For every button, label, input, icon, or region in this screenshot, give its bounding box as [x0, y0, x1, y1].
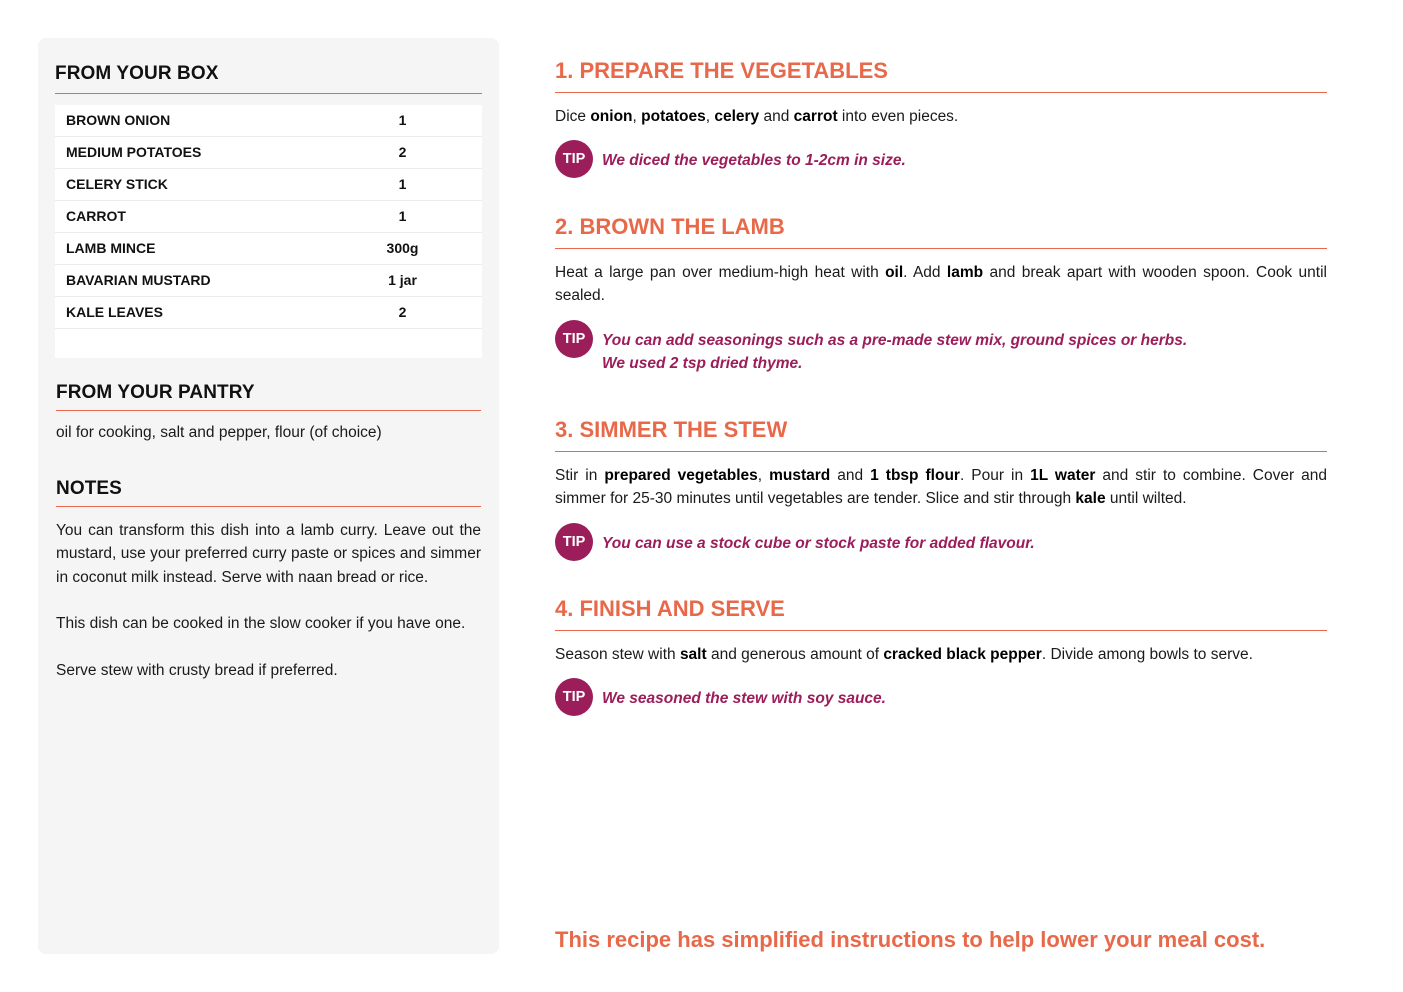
tip-line: We diced the vegetables to 1-2cm in size.	[602, 152, 906, 170]
tip-badge: TIP	[555, 678, 593, 716]
tip-badge: TIP	[555, 523, 593, 561]
box-ingredients-table	[55, 105, 482, 358]
step-rule	[555, 451, 1327, 452]
notes-paragraph: Serve stew with crusty bread if preferred.	[56, 661, 338, 679]
ingredient-name: CARROT	[66, 208, 126, 224]
step-instructions: Stir in prepared vegetables, mustard and 1 tbsp flour. Pour in 1L water and stir to combine. Cover and simmer for 25-30 minutes until vegetables are tender. Slice and stir through kale until wilted.	[555, 467, 1327, 508]
step-title: 1. PREPARE THE VEGETABLES	[555, 58, 888, 83]
notes-paragraph: This dish can be cooked in the slow cooker if you have one.	[56, 615, 466, 633]
ingredient-quantity: 1 jar	[388, 272, 417, 288]
bold-ingredient: prepared vegetables	[604, 467, 758, 484]
table-row	[55, 233, 482, 265]
ingredient-name: KALE LEAVES	[66, 304, 163, 320]
tip	[555, 678, 1327, 718]
table-row	[55, 105, 482, 137]
ingredient-name: BAVARIAN MUSTARD	[66, 272, 211, 288]
bold-ingredient: kale	[1075, 490, 1106, 508]
tip-text	[602, 329, 1187, 376]
bold-ingredient: 1L water	[1030, 467, 1096, 484]
step-1	[555, 58, 1327, 180]
table-row	[55, 297, 482, 329]
step-rule	[555, 630, 1327, 631]
step-title: 2. BROWN THE LAMB	[555, 214, 785, 239]
from-your-pantry-rule	[56, 410, 481, 411]
step-instructions: Heat a large pan over medium-high heat with oil. Add lamb and break apart with wooden spoon. Cook until sealed.	[555, 264, 1327, 305]
tip-line: You can use a stock cube or stock paste for added flavour.	[602, 534, 1035, 552]
ingredient-quantity: 1	[398, 112, 407, 128]
bold-ingredient: carrot	[793, 108, 838, 125]
step-instructions: Season stew with salt and generous amount of cracked black pepper. Divide among bowls to serve.	[555, 646, 1253, 663]
ingredient-quantity: 1	[398, 208, 407, 224]
bold-ingredient: mustard	[769, 467, 831, 484]
step-title: 4. FINISH AND SERVE	[555, 596, 785, 621]
step-rule	[555, 92, 1327, 93]
ingredient-quantity: 2	[398, 144, 407, 160]
bold-ingredient: 1 tbsp flour	[870, 467, 960, 484]
table-row	[55, 137, 482, 169]
tip-text	[602, 532, 1035, 555]
bold-ingredient: celery	[714, 108, 760, 125]
tip	[555, 320, 1327, 372]
bold-ingredient: oil	[885, 264, 904, 281]
step-2	[555, 214, 1327, 372]
step-instructions: Dice onion, potatoes, celery and carrot into even pieces.	[555, 108, 959, 125]
ingredient-name: MEDIUM POTATOES	[66, 144, 202, 160]
footer-note: This recipe has simplified instructions to help lower your meal cost.	[555, 927, 1266, 952]
step-4	[555, 596, 1327, 718]
pantry-items-text: oil for cooking, salt and pepper, flour (of choice)	[56, 424, 382, 441]
from-your-box-rule	[55, 93, 482, 94]
tip-badge: TIP	[555, 140, 593, 178]
tip-text	[602, 149, 906, 172]
bold-ingredient: onion	[590, 108, 633, 125]
ingredient-quantity: 300g	[386, 240, 419, 256]
ingredient-name: BROWN ONION	[66, 112, 171, 128]
ingredient-name: CELERY STICK	[66, 176, 168, 192]
tip-line: You can add seasonings such as a pre-made stew mix, ground spices or herbs.	[602, 331, 1188, 349]
table-row	[55, 169, 482, 201]
table-row	[55, 201, 482, 233]
bold-ingredient: cracked black pepper	[883, 646, 1042, 663]
table-row	[55, 265, 482, 297]
tip-text	[602, 687, 886, 710]
notes-body	[56, 519, 481, 705]
tip-line: We seasoned the stew with soy sauce.	[602, 690, 886, 708]
tip-badge: TIP	[555, 320, 593, 358]
step-3	[555, 417, 1327, 563]
step-rule	[555, 248, 1327, 249]
tip	[555, 523, 1327, 563]
ingredient-name: LAMB MINCE	[66, 240, 156, 256]
bold-ingredient: lamb	[946, 264, 984, 281]
tip-line: We used 2 tsp dried thyme.	[602, 354, 803, 372]
notes-paragraph: You can transform this dish into a lamb curry. Leave out the mustard, use your preferred curry paste or spices and simmer in coconut milk instead. Serve with naan bread or rice.	[56, 522, 481, 586]
from-your-box-title: FROM YOUR BOX	[55, 63, 219, 84]
tip	[555, 140, 1327, 180]
bold-ingredient: potatoes	[641, 108, 706, 125]
from-your-pantry-title: FROM YOUR PANTRY	[56, 382, 255, 403]
ingredients-panel	[38, 38, 499, 954]
ingredient-quantity: 2	[398, 304, 407, 320]
notes-title: NOTES	[56, 478, 122, 499]
bold-ingredient: salt	[679, 646, 707, 663]
step-title: 3. SIMMER THE STEW	[555, 417, 788, 442]
ingredient-quantity: 1	[398, 176, 407, 192]
notes-rule	[56, 506, 481, 507]
